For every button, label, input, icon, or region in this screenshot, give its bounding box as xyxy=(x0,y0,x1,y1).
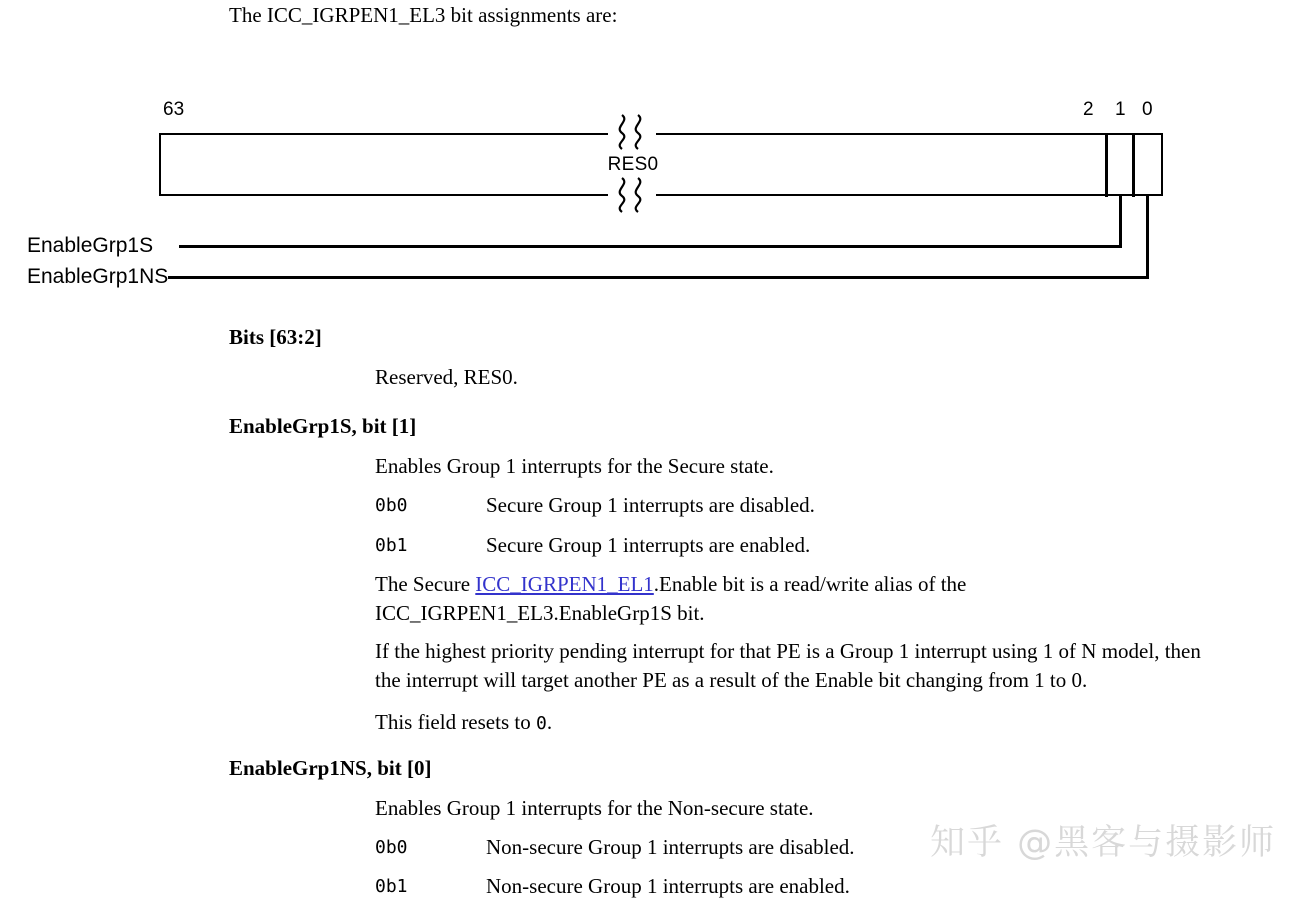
behaviour-note-line2: the interrupt will target another PE as a result of the Enable bit changing from 1 to 0. xyxy=(375,668,1088,692)
value-desc-grp1s-0: Secure Group 1 interrupts are disabled. xyxy=(486,493,815,517)
value-desc-grp1s-1: Secure Group 1 interrupts are enabled. xyxy=(486,533,811,557)
cell-divider-bit1-left xyxy=(1105,133,1108,197)
bit-field-diagram xyxy=(0,90,1301,290)
callout-label-enablegrp1s: EnableGrp1S xyxy=(27,234,154,257)
alias-prefix-text: The Secure xyxy=(375,572,476,596)
value-desc-grp1ns-0: Non-secure Group 1 interrupts are disabled. xyxy=(486,835,855,859)
field-reset-note-enablegrp1s xyxy=(375,708,552,738)
field-body-reserved xyxy=(375,363,518,392)
behaviour-note-line1: If the highest priority pending interrupt for that PE is a Group 1 interrupt using 1 of N model, then xyxy=(375,639,1201,663)
reserved-text-prefix: Reserved, xyxy=(375,365,464,389)
bit-number-0: 0 xyxy=(1142,99,1153,120)
value-code-grp1ns-1: 0b1 xyxy=(375,876,408,897)
intro-sentence: The ICC_IGRPEN1_EL3 bit assignments are: xyxy=(229,3,618,27)
field-heading-reserved: Bits [63:2] xyxy=(229,325,322,349)
value-desc-grp1ns-1: Non-secure Group 1 interrupts are enabled. xyxy=(486,874,850,898)
bit-number-63: 63 xyxy=(163,99,185,120)
field-intro-enablegrp1s: Enables Group 1 interrupts for the Secure state. xyxy=(375,454,774,478)
callout-horizontal-grp1ns xyxy=(168,276,1149,279)
field-alias-note-enablegrp1s xyxy=(375,570,966,628)
break-squiggle-top-icon xyxy=(608,115,656,149)
zhihu-watermark: 知乎 @黑客与摄影师 xyxy=(930,823,1277,863)
value-code-grp1ns-0: 0b0 xyxy=(375,837,408,858)
field-behaviour-note-enablegrp1s xyxy=(375,637,1201,695)
value-code-grp1s-1: 0b1 xyxy=(375,535,408,556)
cell-divider-bit0-left xyxy=(1132,133,1135,197)
reserved-text-suffix: 0. xyxy=(502,365,518,389)
field-heading-enablegrp1ns: EnableGrp1NS, bit [0] xyxy=(229,756,432,780)
alias-suffix-text: .Enable bit is a read/write alias of the xyxy=(653,572,967,596)
callout-horizontal-grp1s xyxy=(179,245,1122,248)
field-intro-enablegrp1ns: Enables Group 1 interrupts for the Non-secure state. xyxy=(375,796,814,820)
link-icc-igrpen1-el1[interactable]: ICC_IGRPEN1_EL1 xyxy=(475,572,654,596)
break-squiggle-bottom-icon xyxy=(608,178,656,212)
value-code-grp1s-0: 0b0 xyxy=(375,495,408,516)
callout-vertical-grp1s xyxy=(1119,196,1122,248)
bit-number-2: 2 xyxy=(1083,99,1094,120)
register-box xyxy=(159,133,1163,196)
alias-line2-text: ICC_IGRPEN1_EL3.EnableGrp1S bit. xyxy=(375,601,705,625)
reserved-text-smallcaps: RES xyxy=(463,365,503,389)
callout-label-enablegrp1ns: EnableGrp1NS xyxy=(27,265,169,288)
reset-prefix-text: This field resets to xyxy=(375,710,536,734)
field-heading-enablegrp1s: EnableGrp1S, bit [1] xyxy=(229,414,417,438)
reset-suffix-text: . xyxy=(546,710,553,734)
res0-field-label: RES0 xyxy=(607,153,659,175)
reset-value-text: 0 xyxy=(535,713,547,734)
bit-number-1: 1 xyxy=(1115,99,1126,120)
callout-vertical-grp1ns xyxy=(1146,196,1149,279)
